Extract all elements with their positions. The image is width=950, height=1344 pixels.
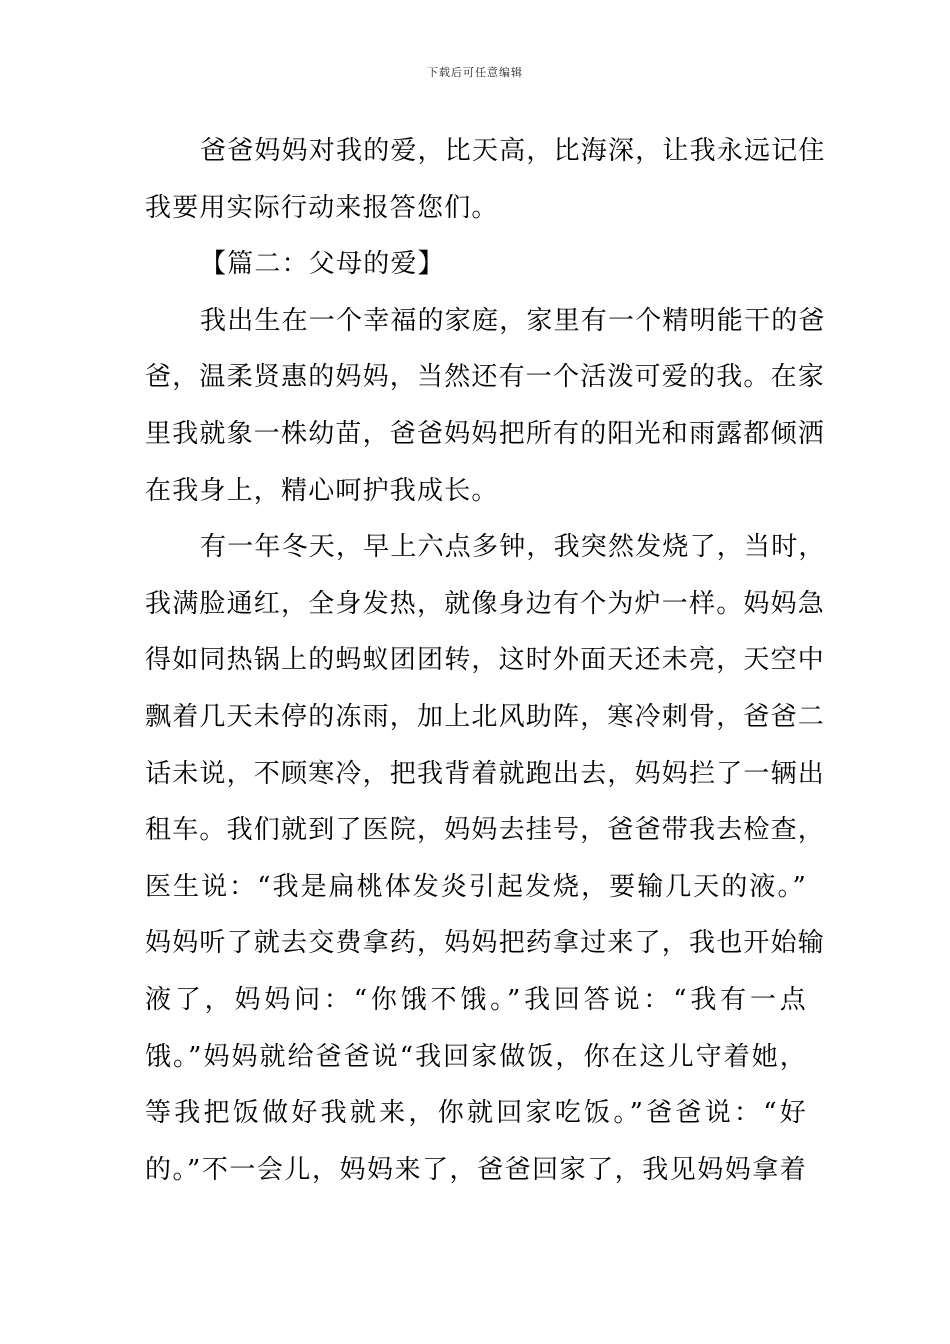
text-line: 饿。”妈妈就给爸爸说“我回家做饭，你在这儿守着她， — [145, 1041, 807, 1072]
text-line: 里我就象一株幼苗，爸爸妈妈把所有的阳光和雨露都倾洒 — [145, 418, 826, 449]
text-line: 液了，妈妈问：“你饿不饿。”我回答说：“我有一点 — [145, 984, 807, 1015]
text-line: 我要用实际行动来报答您们。 — [145, 192, 499, 223]
text-line: 爸爸妈妈对我的爱，比天高，比海深，让我永远记住 — [200, 136, 826, 166]
text-line: 医生说：“我是扁桃体发炎引起发烧，要输几天的液。” — [145, 871, 807, 902]
text-line: 的。”不一会儿，妈妈来了，爸爸回家了，我见妈妈拿着 — [145, 1154, 807, 1185]
text-line: 话未说，不顾寒冷，把我背着就跑出去，妈妈拦了一辆出 — [145, 758, 826, 789]
text-line: 得如同热锅上的蚂蚁团团转，这时外面天还未亮，天空中 — [145, 645, 826, 676]
text-line: 爸，温柔贤惠的妈妈，当然还有一个活泼可爱的我。在家 — [145, 362, 826, 393]
text-line: 我满脸通红，全身发热，就像身边有个为炉一样。妈妈急 — [145, 588, 826, 619]
text-line: 在我身上，精心呵护我成长。 — [145, 475, 499, 506]
text-line: 等我把饭做好我就来，你就回家吃饭。”爸爸说：“好 — [145, 1098, 807, 1129]
section-heading: 【篇二：父母的爱】 — [200, 249, 445, 280]
text-line: 有一年冬天，早上六点多钟，我突然发烧了，当时， — [200, 532, 826, 563]
text-line: 妈妈听了就去交费拿药，妈妈把药拿过来了，我也开始输 — [145, 928, 826, 959]
text-line: 租车。我们就到了医院，妈妈去挂号，爸爸带我去检查， — [145, 815, 826, 846]
text-line: 飘着几天未停的冻雨，加上北风助阵，寒冷刺骨，爸爸二 — [145, 701, 826, 732]
text-line: 我出生在一个幸福的家庭，家里有一个精明能干的爸 — [200, 305, 826, 336]
document-body — [145, 123, 826, 1198]
page-header: 下载后可任意编辑 — [427, 66, 523, 79]
